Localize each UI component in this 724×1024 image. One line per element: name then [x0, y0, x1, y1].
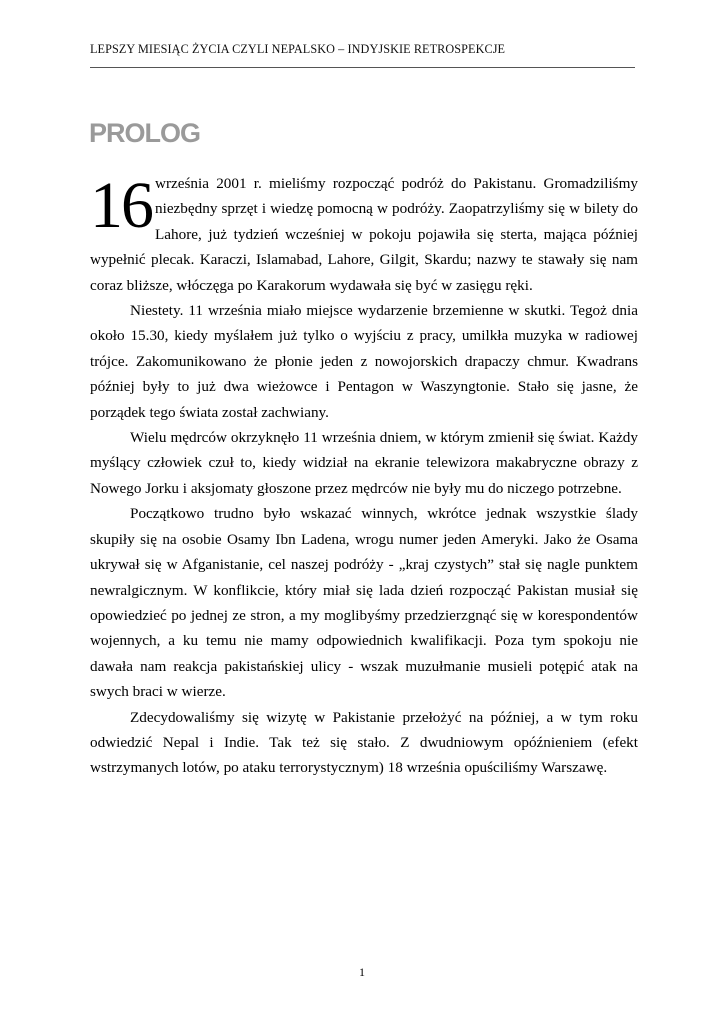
- paragraph-1: [90, 171, 638, 298]
- paragraph-3: Wielu mędrców okrzyknęło 11 września dniem, w którym zmienił się świat. Każdy myślący człowiek czuł to, kiedy widział na ekranie telewizora makabryczne obrazy z Nowego Jorku i aksjomaty głoszone przez mędrców nie były mu do niczego potrzebne.: [90, 429, 638, 497]
- chapter-body: [90, 171, 638, 781]
- paragraph-4: Początkowo trudno było wskazać winnych, wkrótce jednak wszystkie ślady skupiły się na osobie Osamy Ibn Ladena, wrogu numer jeden Ameryki. Jako że Osama ukrywał się w Afganistanie, cel naszej podróży - „kraj czystych” stał się nagle punktem newralgicznym. W konflikcie, który miał się lada dzień rozpocząć Pakistan musiał się opowiedzieć po jednej ze stron, a my moglibyśmy przedzierzgnąć się w korespondentów wojennych, a ku temu nie mamy odpowiednich kwalifikacji. Poza tym spokoju nie dawała nam reakcja pakistańskiej ulicy - wszak muzułmanie musieli potępić atak na swych braci w wierze.: [90, 505, 638, 701]
- paragraph-5: Zdecydowaliśmy się wizytę w Pakistanie przełożyć na później, a w tym roku odwiedzić Nepal i Indie. Tak też się stało. Z dwudniowym opóźnieniem (efekt wstrzymanych lotów, po ataku terrorystycznym) 18 września opuściliśmy Warszawę.: [90, 708, 638, 777]
- running-header: LEPSZY MIESIĄC ŻYCIA CZYLI NEPALSKO – INDYJSKIE RETROSPEKCJE: [90, 42, 506, 56]
- chapter-title: PROLOG: [89, 118, 201, 148]
- page-number: 1: [359, 965, 365, 979]
- paragraph-2: Niestety. 11 września miało miejsce wydarzenie brzemienne w skutki. Tegoż dnia około 15.30, kiedy myślałem już tylko o wyjściu z pracy, umilkła muzyka w radiowej trójce. Zakomunikowano że płonie jeden z nowojorskich drapaczy chmur. Kwadrans później były to już dwa wieżowce i Pentagon w Waszyngtonie. Stało się jasne, że porządek tego świata został zachwiany.: [90, 302, 638, 421]
- paragraph-1-text: września 2001 r. mieliśmy rozpocząć podróż do Pakistanu. Gromadziliśmy niezbędny sprzęt i wiedzę pomocną w podróży. Zaopatrzyliśmy się w bilety do Lahore, już tydzień wcześniej w pokoju pojawiła się sterta, mająca później wypełnić plecak. Karaczi, Islamabad, Lahore, Gilgit, Skardu; nazwy te stawały się nam coraz bliższe, włóczęga po Karakorum wydawała się być w zasięgu ręki.: [90, 175, 638, 294]
- header-rule: [90, 67, 635, 68]
- drop-cap: 16: [90, 169, 152, 242]
